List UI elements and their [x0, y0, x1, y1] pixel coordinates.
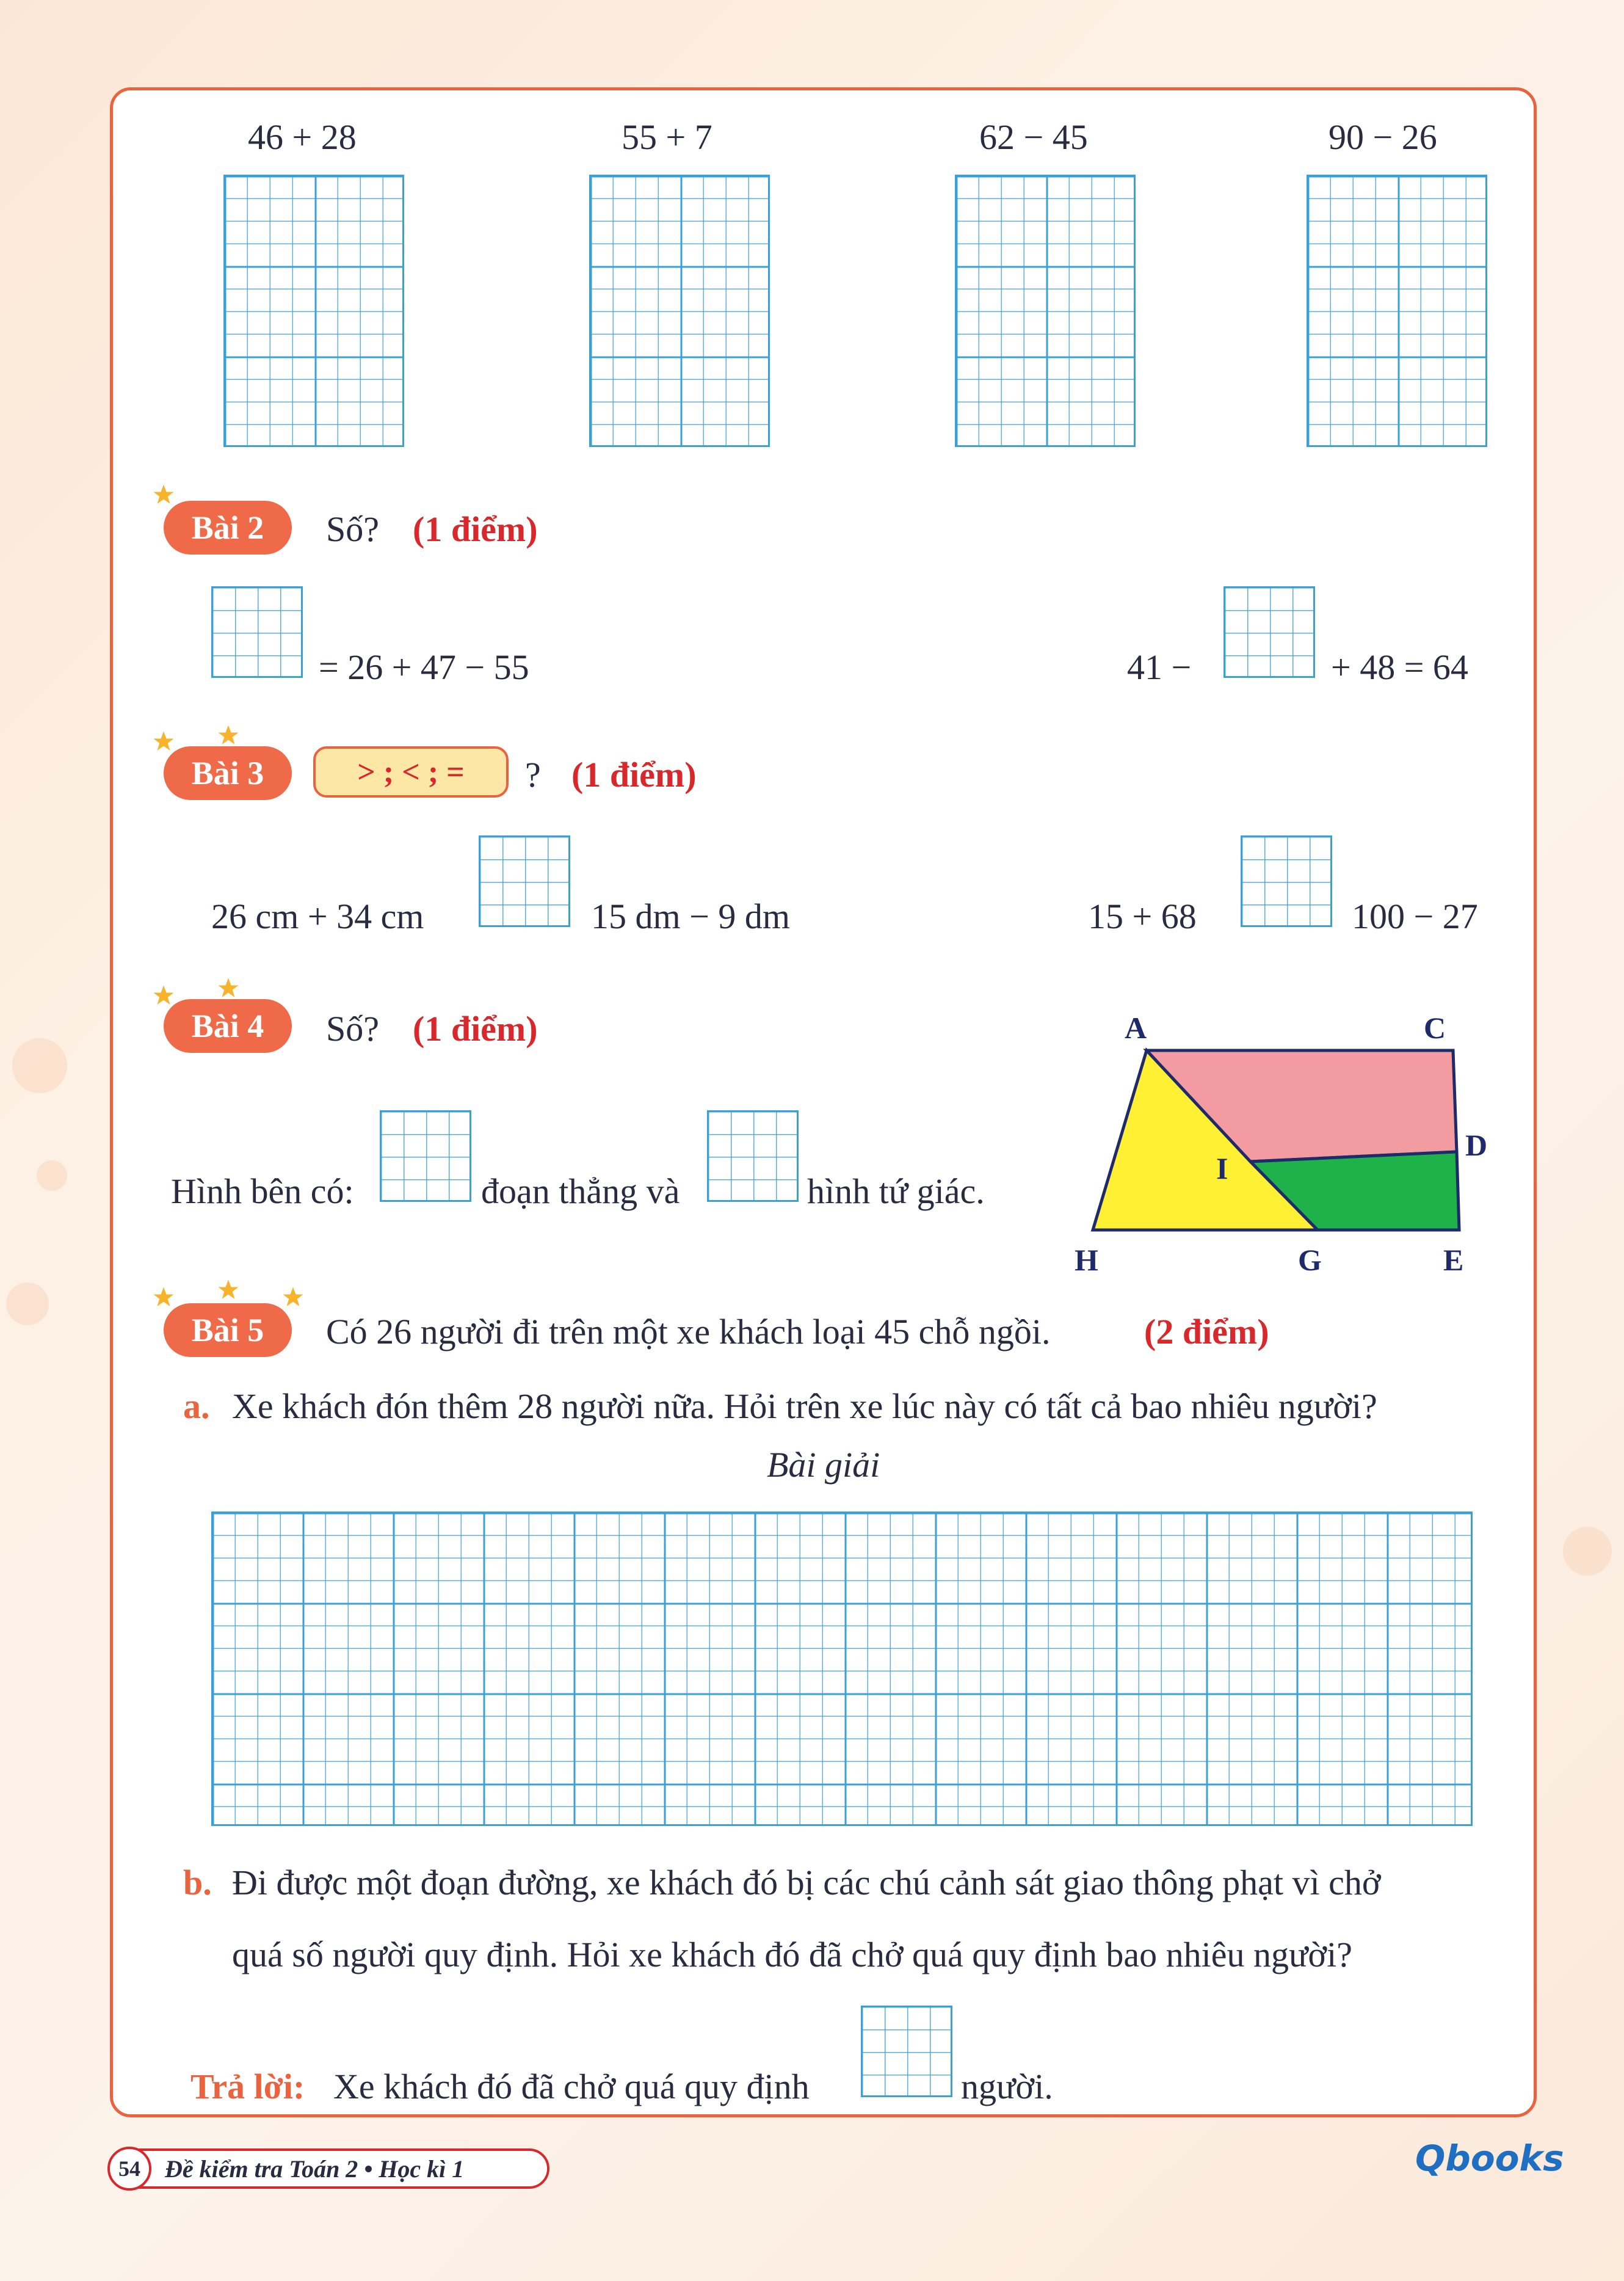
point-label-e: E: [1443, 1243, 1464, 1277]
point-label-h: H: [1075, 1243, 1098, 1277]
bai3-points: (1 điểm): [571, 755, 697, 795]
bai5-a-text: Xe khách đón thêm 28 người nữa. Hỏi trên xe lúc này có tất cả bao nhiêu người?: [232, 1386, 1377, 1426]
bai5-b-label: b.: [183, 1863, 212, 1902]
bai2-right-expression-b: + 48 = 64: [1331, 647, 1468, 687]
footer-title: Đề kiểm tra Toán 2 • Học kì 1: [165, 2155, 465, 2183]
calc-grid-3[interactable]: [955, 175, 1136, 447]
star-icon: [217, 1279, 239, 1301]
page-number: 54: [107, 2147, 151, 2191]
star-icon: [153, 484, 175, 506]
bai4-text-a: Hình bên có:: [171, 1171, 354, 1211]
calc-expression-1: 46 + 28: [248, 117, 357, 157]
bai5-b-text-line1: Đi được một đoạn đường, xe khách đó bị các chú cảnh sát giao thông phạt vì chở: [232, 1863, 1381, 1902]
point-label-a: A: [1125, 1011, 1147, 1045]
logo-text: Qbooks: [1415, 2137, 1564, 2179]
geometry-figure: [1075, 1002, 1502, 1282]
bai3-left-expression-b: 15 dm − 9 dm: [591, 897, 790, 936]
point-label-d: D: [1465, 1128, 1488, 1162]
calc-grid-2[interactable]: [589, 175, 770, 447]
bai5-solution-title: Bài giải: [767, 1445, 880, 1485]
bai3-compare-box-left[interactable]: [479, 835, 570, 927]
bai2-points: (1 điểm): [413, 509, 538, 549]
bai5-b-text-line2: quá số người quy định. Hỏi xe khách đó đã chở quá quy định bao nhiêu người?: [232, 1935, 1352, 1974]
bai4-points: (1 điểm): [413, 1009, 538, 1049]
bai3-compare-symbols: > ; < ; =: [313, 746, 509, 798]
point-label-c: C: [1424, 1011, 1446, 1045]
bai5-answer-text-a: Xe khách đó đã chở quá quy định: [333, 2067, 810, 2106]
bai4-badge: Bài 4: [164, 999, 292, 1053]
bai3-right-expression-a: 15 + 68: [1088, 897, 1197, 936]
bai2-answer-box-right[interactable]: [1223, 586, 1315, 678]
calc-grid-4[interactable]: [1307, 175, 1487, 447]
bai2-answer-box-left[interactable]: [211, 586, 303, 678]
star-icon: [282, 1286, 304, 1308]
bai2-badge: Bài 2: [164, 501, 292, 555]
bai5-intro: Có 26 người đi trên một xe khách loại 45 chỗ ngồi.: [326, 1312, 1051, 1352]
calc-expression-2: 55 + 7: [622, 117, 712, 157]
bai4-prompt: Số?: [326, 1009, 379, 1049]
qbooks-logo: [1415, 2137, 1564, 2179]
bai5-answer-text-b: người.: [961, 2067, 1053, 2106]
bai2-prompt: Số?: [326, 509, 379, 549]
background-spot: [1563, 1527, 1612, 1576]
bai4-quadrilaterals-box[interactable]: [707, 1110, 799, 1202]
bai5-answer-box[interactable]: [861, 2006, 952, 2097]
bai4-text-c: hình tứ giác.: [807, 1171, 985, 1211]
bai3-compare-box-right[interactable]: [1241, 835, 1332, 927]
bai2-right-expression-a: 41 −: [1127, 647, 1192, 687]
calc-grid-1[interactable]: [223, 175, 404, 447]
star-icon: [217, 724, 239, 746]
bai4-segments-box[interactable]: [380, 1110, 471, 1202]
bai3-left-expression-a: 26 cm + 34 cm: [211, 897, 424, 936]
bai2-left-expression: = 26 + 47 − 55: [319, 647, 529, 687]
star-icon: [153, 730, 175, 752]
star-icon: [153, 984, 175, 1006]
bai3-badge: Bài 3: [164, 746, 292, 800]
bai3-right-expression-b: 100 − 27: [1352, 897, 1478, 936]
bai5-solution-grid[interactable]: [211, 1512, 1473, 1826]
background-spot: [37, 1160, 67, 1191]
background-spot: [6, 1282, 49, 1325]
background-spot: [12, 1038, 67, 1093]
bai5-answer-label: Trả lời:: [190, 2067, 305, 2106]
calc-expression-3: 62 − 45: [979, 117, 1088, 157]
point-label-i: I: [1216, 1151, 1228, 1185]
bai3-question-mark: ?: [525, 755, 541, 795]
bai5-points: (2 điểm): [1144, 1312, 1269, 1352]
calc-expression-4: 90 − 26: [1329, 117, 1437, 157]
bai5-a-label: a.: [183, 1386, 210, 1426]
bai5-badge: Bài 5: [164, 1303, 292, 1357]
star-icon: [153, 1286, 175, 1308]
star-icon: [217, 977, 239, 999]
footer-bar: [110, 2148, 549, 2189]
point-label-g: G: [1298, 1243, 1322, 1277]
bai4-text-b: đoạn thẳng và: [481, 1171, 680, 1211]
